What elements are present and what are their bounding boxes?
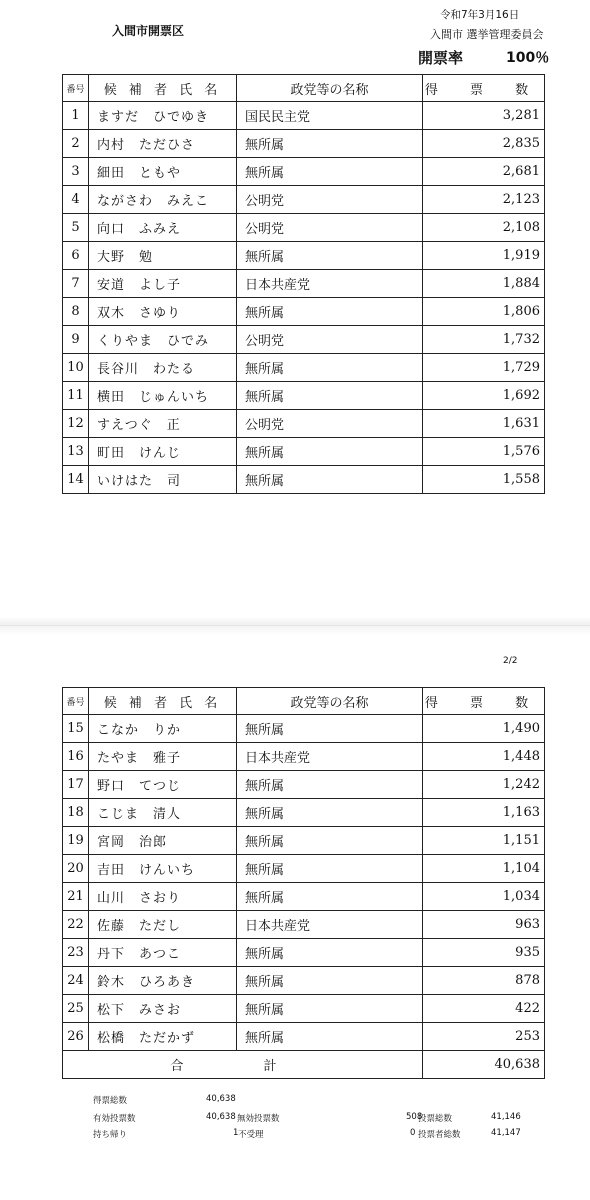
voters-total-label: 投票者総数: [418, 1130, 461, 1140]
table-row: [63, 715, 545, 743]
candidate-number: 7: [63, 270, 89, 298]
party-name: 無所属: [237, 354, 423, 382]
candidate-number: 12: [63, 410, 89, 438]
party-name: 無所属: [237, 799, 423, 827]
party-name: 公明党: [237, 410, 423, 438]
party-name: 無所属: [237, 242, 423, 270]
vote-count: 1,631: [423, 410, 545, 438]
table-row: [63, 855, 545, 883]
table-row: [63, 827, 545, 855]
party-name: 無所属: [237, 158, 423, 186]
header-number: 番号: [63, 75, 89, 102]
candidate-name: 鈴木 ひろあき: [89, 967, 237, 995]
candidate-name: 双木 さゆり: [89, 298, 237, 326]
vote-count: 1,558: [423, 466, 545, 494]
candidate-name: 大野 勉: [89, 242, 237, 270]
party-name: 国民民主党: [237, 102, 423, 130]
candidate-name: こじま 清人: [89, 799, 237, 827]
invalid-votes-value: 508: [406, 1112, 423, 1122]
voters-total-value: 41,147: [491, 1128, 521, 1138]
party-name: 無所属: [237, 967, 423, 995]
table-row: [63, 466, 545, 494]
candidate-number: 3: [63, 158, 89, 186]
ballots-total-label: 投票総数: [418, 1114, 453, 1124]
candidate-number: 17: [63, 771, 89, 799]
results-table-page2: [62, 687, 545, 1079]
party-name: 無所属: [237, 827, 423, 855]
candidate-number: 19: [63, 827, 89, 855]
table-row: [63, 438, 545, 466]
candidate-number: 2: [63, 130, 89, 158]
results-table-page1: [62, 74, 545, 494]
candidate-name: 宮岡 治郎: [89, 827, 237, 855]
table-row: [63, 326, 545, 354]
not-accepted-label: 不受理: [238, 1130, 264, 1140]
party-name: 無所属: [237, 995, 423, 1023]
table-body-page2: [63, 715, 545, 1051]
candidate-number: 20: [63, 855, 89, 883]
candidate-name: ながさわ みえこ: [89, 186, 237, 214]
header-party: 政党等の名称: [237, 75, 423, 102]
district-title: 入間市開票区: [112, 24, 185, 38]
page-break: [0, 617, 590, 635]
total-row: [63, 1051, 545, 1079]
candidate-name: くりやま ひでみ: [89, 326, 237, 354]
candidate-name: 松橋 ただかず: [89, 1023, 237, 1051]
valid-votes-label: 得票総数: [93, 1096, 128, 1106]
party-name: 無所属: [237, 298, 423, 326]
table-row: [63, 995, 545, 1023]
table-row: [63, 130, 545, 158]
counting-rate-label: 開票率: [418, 49, 464, 67]
party-name: 公明党: [237, 326, 423, 354]
vote-count: 963: [423, 911, 545, 939]
vote-count: 1,242: [423, 771, 545, 799]
candidate-number: 24: [63, 967, 89, 995]
candidate-name: 佐藤 ただし: [89, 911, 237, 939]
candidate-number: 15: [63, 715, 89, 743]
party-name: 日本共産党: [237, 270, 423, 298]
candidate-number: 6: [63, 242, 89, 270]
candidate-name: すえつぐ 正: [89, 410, 237, 438]
party-name: 無所属: [237, 771, 423, 799]
total-label: 合 計: [63, 1051, 423, 1079]
vote-count: 1,729: [423, 354, 545, 382]
table-row: [63, 743, 545, 771]
party-name: 無所属: [237, 466, 423, 494]
header-name: 候 補 者 氏 名: [89, 688, 237, 715]
table-row: [63, 242, 545, 270]
counting-rate: [418, 47, 550, 68]
table-row: [63, 354, 545, 382]
not-accepted-value: 0: [410, 1128, 416, 1138]
candidate-name: 内村 ただひさ: [89, 130, 237, 158]
party-name: 無所属: [237, 438, 423, 466]
candidate-number: 23: [63, 939, 89, 967]
vote-count: 2,108: [423, 214, 545, 242]
vote-count: 1,163: [423, 799, 545, 827]
candidate-name: 長谷川 わたる: [89, 354, 237, 382]
table-row: [63, 771, 545, 799]
candidate-number: 5: [63, 214, 89, 242]
table-row: [63, 410, 545, 438]
party-name: 公明党: [237, 186, 423, 214]
candidate-name: 細田 ともや: [89, 158, 237, 186]
effective-votes-value: 40,638: [206, 1112, 236, 1122]
table-header-row: [63, 75, 545, 102]
party-name: 無所属: [237, 855, 423, 883]
candidate-name: 松下 みさお: [89, 995, 237, 1023]
candidate-number: 4: [63, 186, 89, 214]
vote-count: 1,104: [423, 855, 545, 883]
candidate-name: 安道 よし子: [89, 270, 237, 298]
vote-count: 1,490: [423, 715, 545, 743]
party-name: 日本共産党: [237, 743, 423, 771]
table-row: [63, 1023, 545, 1051]
vote-count: 1,692: [423, 382, 545, 410]
candidate-name: 町田 けんじ: [89, 438, 237, 466]
party-name: 無所属: [237, 939, 423, 967]
party-name: 公明党: [237, 214, 423, 242]
candidate-name: 吉田 けんいち: [89, 855, 237, 883]
header-number: 番号: [63, 688, 89, 715]
table-row: [63, 382, 545, 410]
table-row: [63, 186, 545, 214]
candidate-number: 25: [63, 995, 89, 1023]
candidate-number: 26: [63, 1023, 89, 1051]
total-value: 40,638: [423, 1051, 545, 1079]
vote-count: 1,919: [423, 242, 545, 270]
vote-count: 1,732: [423, 326, 545, 354]
candidate-name: いけはた 司: [89, 466, 237, 494]
candidate-name: ますだ ひでゆき: [89, 102, 237, 130]
vote-count: 1,034: [423, 883, 545, 911]
table-row: [63, 214, 545, 242]
committee-label: 入間市 選挙管理委員会: [430, 28, 544, 41]
candidate-number: 1: [63, 102, 89, 130]
table-row: [63, 799, 545, 827]
candidate-number: 16: [63, 743, 89, 771]
vote-count: 1,884: [423, 270, 545, 298]
table-row: [63, 298, 545, 326]
candidate-number: 21: [63, 883, 89, 911]
table-header-row: [63, 688, 545, 715]
candidate-name: たやま 雅子: [89, 743, 237, 771]
table-row: [63, 967, 545, 995]
candidate-number: 22: [63, 911, 89, 939]
candidate-name: 横田 じゅんいち: [89, 382, 237, 410]
table-row: [63, 270, 545, 298]
candidate-number: 9: [63, 326, 89, 354]
candidate-number: 8: [63, 298, 89, 326]
candidate-number: 18: [63, 799, 89, 827]
party-name: 無所属: [237, 1023, 423, 1051]
header-votes: 得 票 数: [423, 75, 545, 102]
ballots-total-value: 41,146: [491, 1112, 521, 1122]
vote-count: 1,151: [423, 827, 545, 855]
header-party: 政党等の名称: [237, 688, 423, 715]
candidate-name: 向口 ふみえ: [89, 214, 237, 242]
candidate-number: 10: [63, 354, 89, 382]
table-row: [63, 939, 545, 967]
table-row: [63, 883, 545, 911]
candidate-name: 山川 さおり: [89, 883, 237, 911]
table-row: [63, 102, 545, 130]
counting-rate-value: 100％: [506, 50, 550, 66]
candidate-number: 14: [63, 466, 89, 494]
party-name: 日本共産党: [237, 911, 423, 939]
vote-count: 2,123: [423, 186, 545, 214]
candidate-name: 丹下 あつこ: [89, 939, 237, 967]
candidate-number: 13: [63, 438, 89, 466]
effective-votes-label: 有効投票数: [93, 1114, 136, 1124]
header-votes: 得 票 数: [423, 688, 545, 715]
table-row: [63, 158, 545, 186]
vote-count: 1,448: [423, 743, 545, 771]
table-row: [63, 911, 545, 939]
valid-votes-value: 40,638: [206, 1094, 236, 1104]
date-label: 令和7年3月16日: [440, 9, 520, 21]
party-name: 無所属: [237, 883, 423, 911]
vote-count: 2,835: [423, 130, 545, 158]
vote-count: 3,281: [423, 102, 545, 130]
candidate-number: 11: [63, 382, 89, 410]
party-name: 無所属: [237, 715, 423, 743]
header-name: 候 補 者 氏 名: [89, 75, 237, 102]
carried-away-value: 1: [233, 1128, 239, 1138]
vote-count: 253: [423, 1023, 545, 1051]
candidate-name: 野口 てつじ: [89, 771, 237, 799]
vote-count: 1,576: [423, 438, 545, 466]
candidate-name: こなか りか: [89, 715, 237, 743]
vote-count: 878: [423, 967, 545, 995]
invalid-votes-label: 無効投票数: [237, 1114, 280, 1124]
carried-away-label: 持ち帰り: [93, 1130, 128, 1140]
page-number: 2/2: [503, 656, 518, 666]
table-body-page1: [63, 102, 545, 494]
vote-count: 422: [423, 995, 545, 1023]
party-name: 無所属: [237, 130, 423, 158]
vote-count: 2,681: [423, 158, 545, 186]
party-name: 無所属: [237, 382, 423, 410]
vote-count: 935: [423, 939, 545, 967]
vote-count: 1,806: [423, 298, 545, 326]
